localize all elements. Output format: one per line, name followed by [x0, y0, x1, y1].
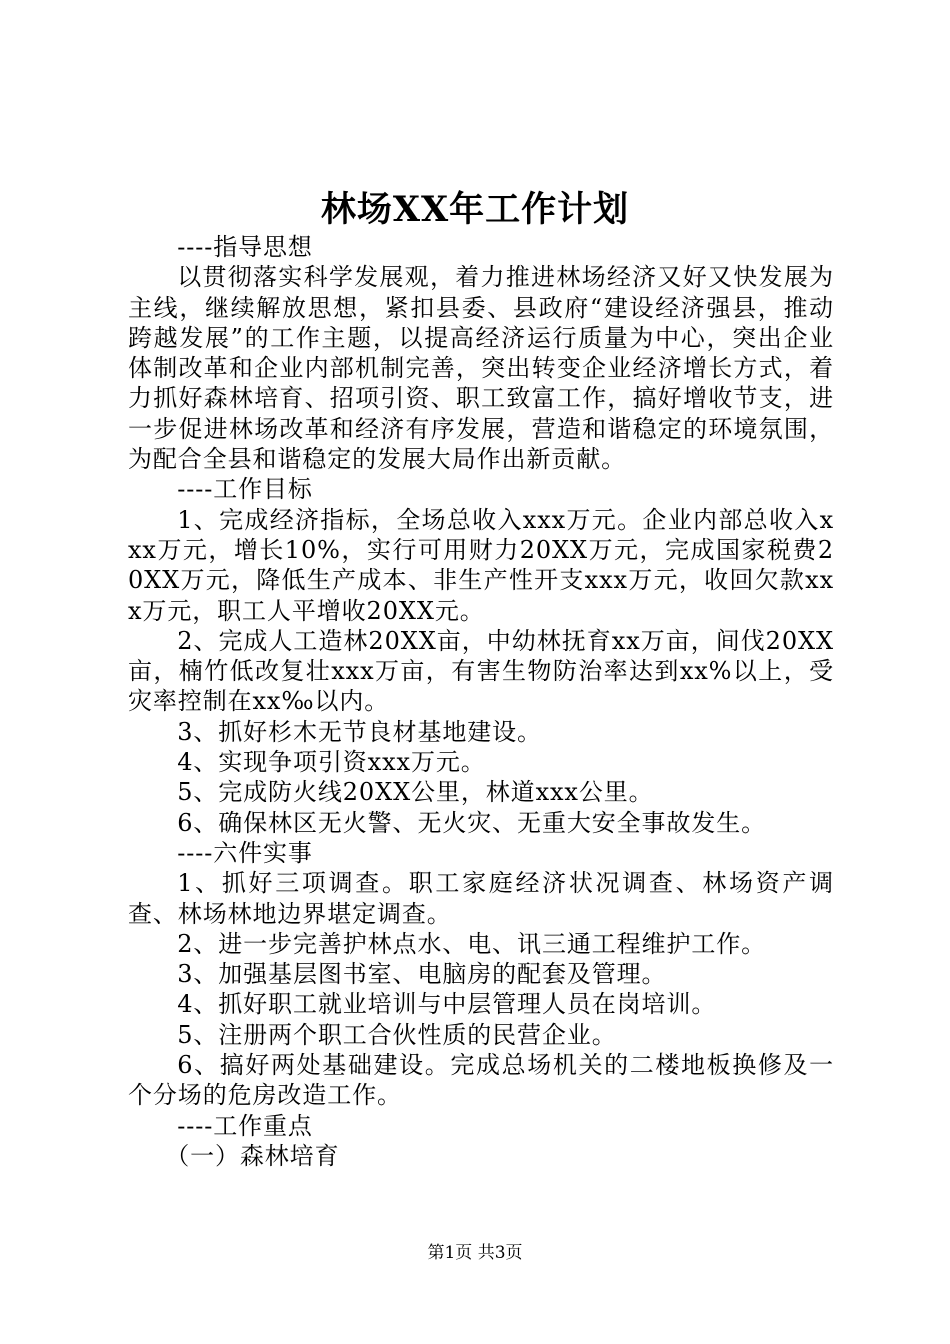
task-item-5: 5、注册两个职工合伙性质的民营企业。 [177, 1020, 617, 1049]
task-item-2: 2、进一步完善护林点水、电、讯三通工程维护工作。 [177, 929, 767, 958]
section-heading-guiding-ideology: ----指导思想 [177, 233, 313, 261]
task-item-1: 1、抓好三项调查。职工家庭经济状况调查、林场资产调查、林场林地边界堪定调查。 [128, 869, 834, 928]
document-body [128, 232, 834, 1171]
goal-item-1: 1、完成经济指标，全场总收入xxx万元。企业内部总收入xxx万元，增长10%，实行可用财力20XX万元，完成国家税费20XX万元，降低生产成本、非生产性开支xxx万元，收回欠款xxx万元，职工人平增收20XX元。 [128, 505, 834, 625]
task-item-4: 4、抓好职工就业培训与中层管理人员在岗培训。 [177, 990, 717, 1019]
goal-item-3: 3、抓好杉木无节良材基地建设。 [177, 717, 542, 746]
document-title: 林场XX年工作计划 [320, 189, 630, 230]
subsection-forest-cultivation: （一）森林培育 [165, 1141, 340, 1170]
task-item-6: 6、搞好两处基础建设。完成总场机关的二楼地板换修及一个分场的危房改造工作。 [128, 1051, 834, 1110]
paragraph-guiding-ideology: 以贯彻落实科学发展观，着力推进林场经济又好又快发展为主线，继续解放思想，紧扣县委、县政府“建设经济强县，推动跨越发展”的工作主题，以提高经济运行质量为中心，突出企业体制改革和企业内部机制完善，突出转变企业经济增长方式，着力抓好森林培育、招项引资、职工致富工作，搞好增收节支，进一步促进林场改革和经济有序发展，营造和谐稳定的环境氛围，为配合全县和谐稳定的发展大局作出新贡献。 [128, 263, 834, 474]
goal-item-4: 4、实现争项引资xxx万元。 [177, 748, 486, 777]
goal-item-5: 5、完成防火线20XX公里，林道xxx公里。 [177, 778, 654, 807]
section-heading-work-focus: ----工作重点 [177, 1111, 313, 1140]
goal-item-6: 6、确保林区无火警、无火灾、无重大安全事故发生。 [177, 808, 767, 837]
section-heading-work-goals: ----工作目标 [177, 475, 313, 504]
page-footer: 第1页 共3页 [427, 1243, 523, 1263]
section-heading-six-tasks: ----六件实事 [177, 838, 313, 867]
goal-item-2: 2、完成人工造林20XX亩，中幼林抚育xx万亩，间伐20XX亩，楠竹低改复壮xxx万亩，有害生物防治率达到xx%以上，受灾率控制在xx‰以内。 [128, 626, 834, 716]
task-item-3: 3、加强基层图书室、电脑房的配套及管理。 [177, 960, 667, 989]
